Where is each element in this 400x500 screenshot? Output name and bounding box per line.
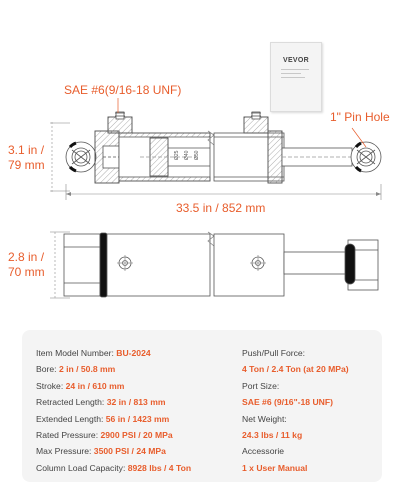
width-mm-label: 70 mm [8,265,45,279]
diameter-mark: Ø25 [174,150,180,160]
specs-right-column [242,345,349,476]
specs-left-column [36,345,191,476]
spec-label: Port Size: [242,380,280,391]
spec-row: Stroke: 24 in / 610 mm [36,380,125,391]
overall-length-label: 33.5 in / 852 mm [176,201,266,215]
top-view [50,232,378,298]
specs-panel [22,330,382,482]
spec-value: 24.3 lbs / 11 kg [242,430,303,441]
spec-value: 1 x User Manual [242,462,308,473]
spec-row: Item Model Number: BU-2024 [36,348,151,358]
spec-value: SAE #6 (9/16"-18 UNF) [242,397,333,408]
spec-row: Extended Length: 56 in / 1423 mm [36,413,170,424]
width-in-label: 2.8 in / [8,250,45,264]
spec-label: Accessorie [242,446,285,457]
diameter-mark: Ø40 [184,150,190,160]
spec-label: Push/Pull Force: [242,348,306,358]
pin-hole-label: 1" Pin Hole [330,110,390,124]
spec-row: Retracted Length: 32 in / 813 mm [36,397,166,408]
spec-value: 4 Ton / 2.4 Ton (at 20 MPa) [242,364,349,375]
spec-row: Column Load Capacity: 8928 lbs / 4 Ton [36,462,192,473]
height-in-label: 3.1 in / [8,143,45,157]
spec-row: Rated Pressure: 2900 PSI / 20 MPa [36,430,173,441]
spec-row: Max Pressure: 3500 PSI / 24 MPa [36,446,166,457]
user-manual-image [270,42,322,112]
spec-label: Net Weight: [242,413,287,424]
port-thread-label: SAE #6(9/16-18 UNF) [64,83,182,97]
diameter-mark: Ø50 [194,150,200,160]
spec-row: Bore: 2 in / 50.8 mm [36,364,116,375]
height-mm-label: 79 mm [8,158,45,172]
manual-brand: VEVOR [282,57,309,64]
